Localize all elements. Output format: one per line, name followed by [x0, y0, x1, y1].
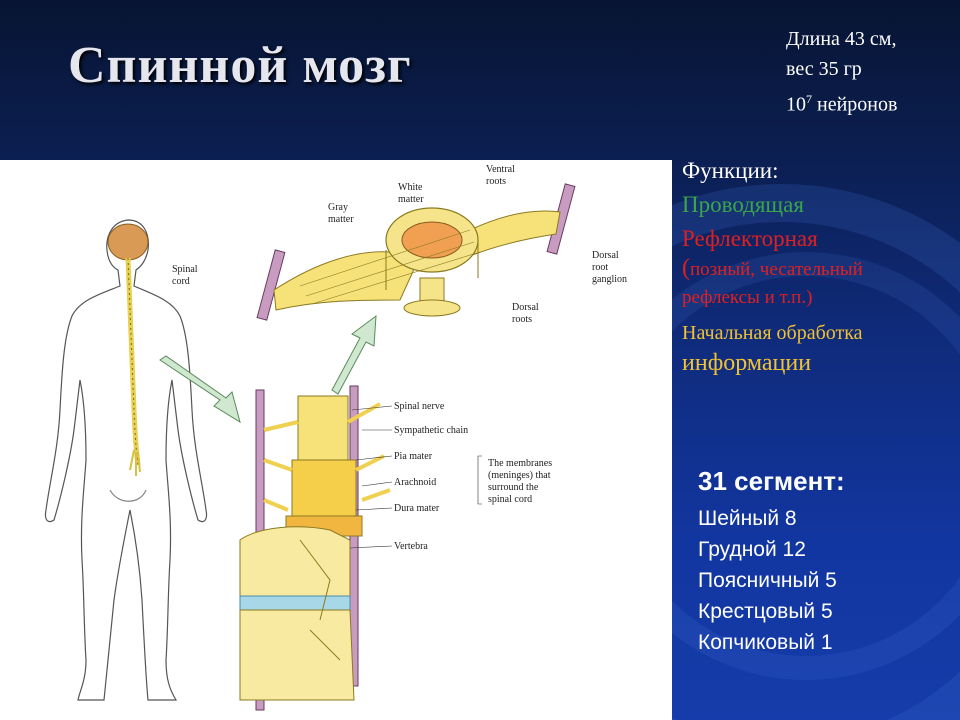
neurons-base: 10	[786, 93, 806, 116]
segment-sacral: Крестцовый 5	[698, 600, 833, 623]
neurons-text: нейронов	[812, 93, 898, 116]
segment-coccygeal: Копчиковый 1	[698, 631, 833, 654]
label-spinal-cord-2: cord	[172, 276, 190, 287]
label-drg-2: root	[592, 262, 609, 273]
slide-title: Спинной мозг	[68, 37, 412, 94]
label-membranes-1: The membranes	[488, 458, 553, 469]
segment-cervical: Шейный 8	[698, 507, 797, 530]
label-white-matter-1: White	[398, 182, 423, 193]
function-processing-line2: информации	[682, 350, 812, 376]
vertebral-column	[240, 386, 390, 710]
label-drg-3: ganglion	[592, 274, 627, 285]
reflex-note-paren: (	[682, 255, 690, 281]
label-drg-1: Dorsal	[592, 250, 619, 261]
label-ventral-roots-2: roots	[486, 176, 506, 187]
label-dorsal-roots-2: roots	[512, 314, 532, 325]
label-dura-mater: Dura mater	[394, 503, 440, 514]
fact-weight: вес 35 гр	[786, 58, 862, 80]
arrow-to-cross-section	[332, 316, 376, 394]
label-gray-matter-1: Gray	[328, 202, 348, 213]
functions-heading: Функции:	[682, 158, 779, 183]
label-gray-matter-2: matter	[328, 214, 354, 225]
function-reflex: Рефлекторная	[682, 226, 818, 251]
segment-lumbar: Поясничный 5	[698, 569, 837, 592]
facts-block	[786, 24, 897, 120]
neurons-exponent: 7	[806, 92, 812, 106]
label-vertebra: Vertebra	[394, 541, 428, 552]
arrow-to-section	[160, 356, 240, 422]
label-arachnoid: Arachnoid	[394, 477, 437, 488]
functions-block	[682, 156, 952, 378]
label-spinal-nerve: Spinal nerve	[394, 401, 445, 412]
label-dorsal-roots-1: Dorsal	[512, 302, 539, 313]
segments-heading: 31 сегмент:	[698, 466, 845, 496]
reflex-examples-line2: рефлексы и т.п.)	[682, 287, 813, 308]
label-membranes-4: spinal cord	[488, 494, 533, 505]
reflex-note-text1: позный, чесательный	[690, 259, 863, 280]
fact-neurons	[786, 84, 897, 120]
fact-length: Длина 43 см,	[786, 28, 897, 50]
reflex-examples-line1	[682, 254, 952, 284]
human-body-outline	[45, 220, 206, 700]
segments-block	[698, 466, 845, 658]
label-membranes-2: (meninges) that	[488, 470, 551, 481]
segment-thoracic: Грудной 12	[698, 538, 806, 561]
cauda-equina	[130, 450, 140, 476]
label-spinal-cord-1: Spinal	[172, 264, 198, 275]
label-white-matter-2: matter	[398, 194, 424, 205]
function-processing-line1: Начальная обработка	[682, 322, 863, 344]
label-ventral-roots-1: Ventral	[486, 164, 515, 175]
function-conducting: Проводящая	[682, 192, 804, 217]
brain-icon	[108, 224, 148, 260]
label-sympathetic-chain: Sympathetic chain	[394, 425, 469, 436]
spinal-cord-illustration	[0, 160, 672, 720]
label-membranes-3: surround the	[488, 482, 539, 493]
anatomy-figure	[0, 160, 672, 720]
label-pia-mater: Pia mater	[394, 451, 433, 462]
